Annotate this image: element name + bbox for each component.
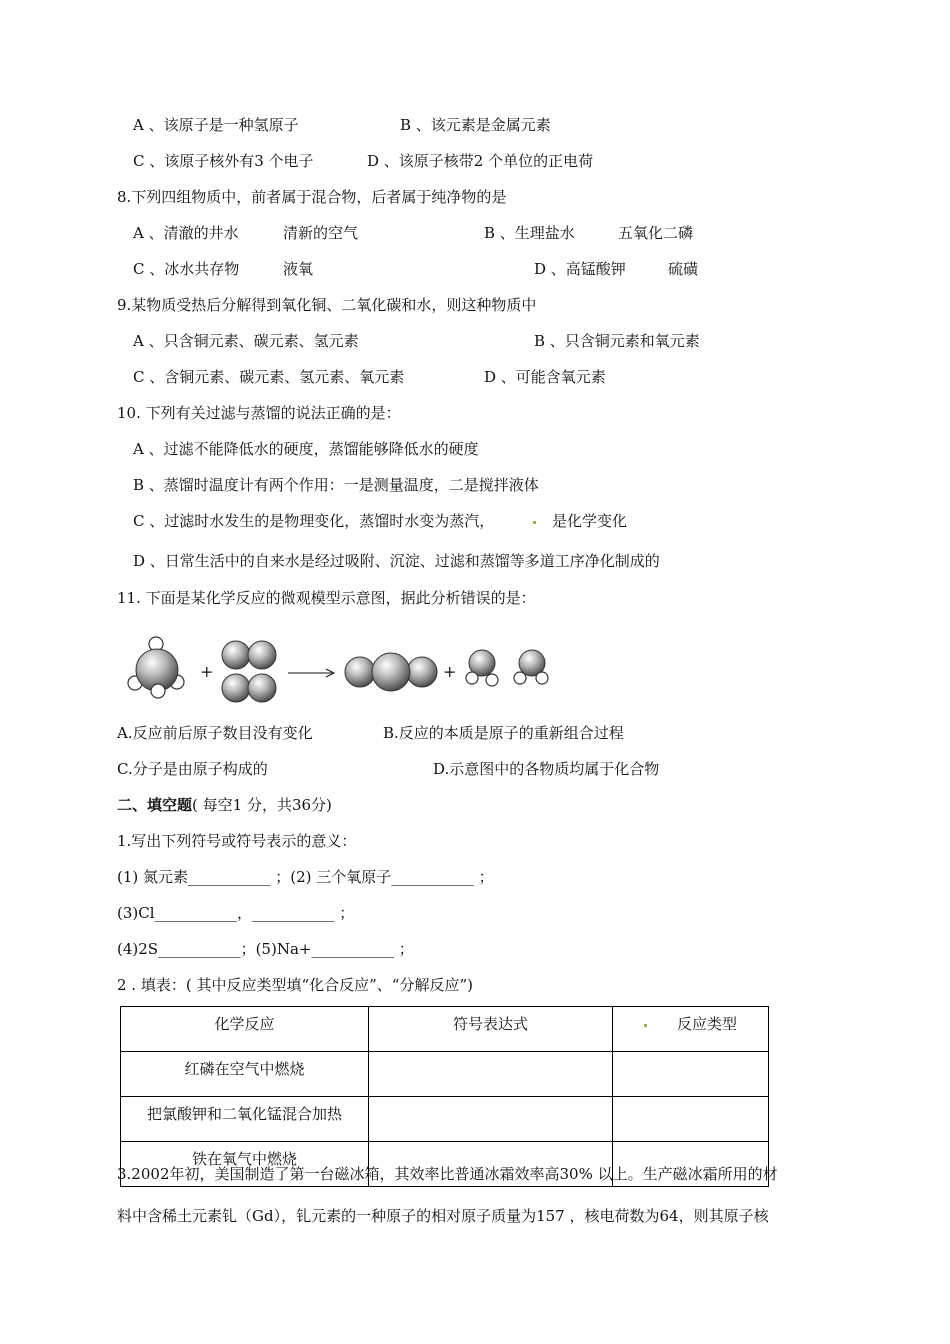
q10-option-d: D 、日常生活中的自来水是经过吸附、沉淀、过滤和蒸馏等多道工序净化制成的	[133, 552, 660, 570]
question-8: 8.下列四组物质中，前者属于混合物，后者属于纯净物的是	[117, 188, 507, 206]
table-row	[121, 1097, 769, 1142]
header-reaction: 化学反应	[121, 1007, 369, 1052]
fill-line-1: (1) 氮元素___________ ；(2) 三个氧原子___________ ；	[117, 868, 494, 886]
q10-option-a: A 、过滤不能降低水的硬度，蒸馏能够降低水的硬度	[133, 440, 479, 458]
q11-option-b: B.反应的本质是原子的重新组合过程	[383, 724, 624, 742]
fill-question-3: 3.2002年初，美国制造了第一台磁冰箱，其效率比普通冰霜效率高30% 以上。生产磁冰霜所用的材	[117, 1165, 778, 1183]
section-2-heading	[117, 795, 332, 815]
option-a: A 、该原子是一种氢原子	[133, 116, 299, 134]
molecule-reactant-1	[128, 637, 184, 698]
q9-option-b: B 、只含铜元素和氧元素	[534, 332, 700, 350]
question-9: 9.某物质受热后分解得到氧化铜、二氧化碳和水，则这种物质中	[117, 296, 537, 314]
fill-line-2: (3)Cl___________，___________ ；	[117, 904, 355, 922]
question-10: 10. 下列有关过滤与蒸馏的说法正确的是：	[117, 404, 401, 422]
header-expression: 符号表达式	[369, 1007, 613, 1052]
section-2-title: 二、填空题	[117, 796, 193, 814]
header-type	[613, 1007, 769, 1052]
molecule-product-2	[466, 650, 548, 686]
q8-option-b-2: 五氧化二磷	[618, 224, 694, 242]
plus-sign-1: +	[200, 662, 214, 681]
reaction-arrow	[288, 669, 334, 677]
row-reaction: 铁在氧气中燃烧	[121, 1142, 369, 1187]
table-header-row	[121, 1007, 769, 1052]
q10-option-c-end: 是化学变化	[552, 512, 628, 530]
question-11: 11. 下面是某化学反应的微观模型示意图，据此分析错误的是：	[117, 589, 536, 607]
fill-question-1: 1.写出下列符号或符号表示的意义：	[117, 832, 357, 850]
row-reaction: 红磷在空气中燃烧	[121, 1052, 369, 1097]
row-reaction: 把氯酸钾和二氧化锰混合加热	[121, 1097, 369, 1142]
q11-option-d: D.示意图中的各物质均属于化合物	[433, 760, 660, 778]
reaction-diagram	[120, 628, 560, 708]
section-2-points: ( 每空1 分，共36分)	[192, 796, 332, 814]
fill-line-3: (4)2S___________；(5)Na+___________ ；	[117, 940, 414, 958]
marker-dot	[533, 521, 536, 524]
q9-option-a: A 、只含铜元素、碳元素、氢元素	[133, 332, 359, 350]
q8-option-a: A 、清澈的井水	[133, 224, 239, 242]
q8-option-a-2: 清新的空气	[283, 224, 359, 242]
reaction-table	[120, 1006, 769, 1187]
molecule-reactant-2	[222, 641, 276, 702]
marker-dot	[644, 1024, 647, 1027]
q9-option-c: C 、含铜元素、碳元素、氢元素、氧元素	[133, 368, 405, 386]
q9-option-d: D 、可能含氧元素	[484, 368, 606, 386]
q11-option-a: A.反应前后原子数目没有变化	[117, 724, 313, 742]
fill-question-3-cont: 料中含稀土元素钆（Gd），钆元素的一种原子的相对原子质量为157 ，核电荷数为64，则其原子核	[117, 1207, 769, 1225]
row-type-cell[interactable]	[613, 1052, 769, 1097]
q8-option-d: D 、高锰酸钾	[534, 260, 626, 278]
q8-option-b: B 、生理盐水	[484, 224, 575, 242]
row-expression-cell[interactable]	[369, 1052, 613, 1097]
row-expression-cell[interactable]	[369, 1097, 613, 1142]
plus-sign-2: +	[443, 662, 457, 681]
option-b: B 、该元素是金属元素	[400, 116, 551, 134]
q10-option-b: B 、蒸馏时温度计有两个作用：一是测量温度，二是搅拌液体	[133, 476, 539, 494]
fill-question-2: 2 . 填表：( 其中反应类型填“化合反应”、“分解反应”)	[117, 976, 473, 994]
molecule-product-1	[345, 653, 437, 691]
q8-option-c: C 、冰水共存物	[133, 260, 240, 278]
option-c: C 、该原子核外有3 个电子	[133, 152, 314, 170]
table-row	[121, 1052, 769, 1097]
option-d: D 、该原子核带2 个单位的正电荷	[367, 152, 594, 170]
q8-option-d-2: 硫磺	[668, 260, 699, 278]
q11-option-c: C.分子是由原子构成的	[117, 760, 268, 778]
header-type-label: 反应类型	[676, 1015, 737, 1033]
q10-option-c: C 、过滤时水发生的是物理变化，蒸馏时水变为蒸汽，	[133, 512, 495, 530]
row-type-cell[interactable]	[613, 1097, 769, 1142]
q8-option-c-2: 液氧	[283, 260, 314, 278]
